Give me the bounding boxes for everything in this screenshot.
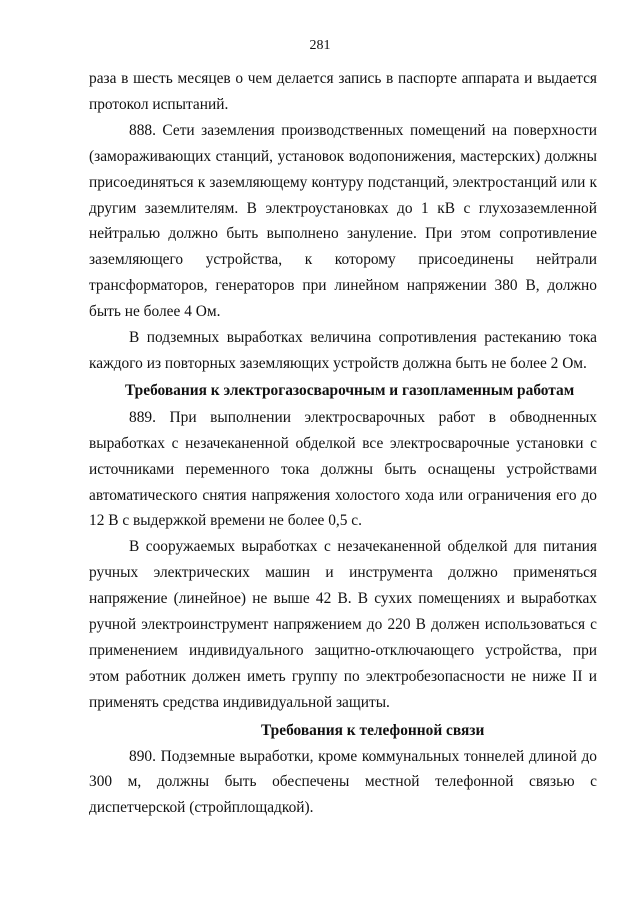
paragraph-890: 890. Подземные выработки, кроме коммунальных тоннелей длиной до 300 м, должны быть обеспечены местной телефонной связью с диспетчерской (стройплощадкой). (89, 747, 597, 817)
document-body (89, 66, 597, 821)
paragraph-continuation-line-1: раза в шесть месяцев о чем делается запись в паспорте аппарата и выдается (89, 70, 597, 87)
paragraph-continuation-line-2: протокол испытаний. (89, 95, 229, 113)
paragraph-889-voltage: В сооружаемых выработках с незачеканенной обделкой для питания ручных электрических машин и инструмента должно применяться напряжение (линейное) не выше 42 В. В сухих помещениях и выработках ручной электроинструмент напряжением до 220 В должен использоваться с применением индивидуального защитно-отключающего устройства, при этом работник должен иметь группу по электробезопасности не ниже II и применять средства индивидуальной защиты. (89, 538, 597, 711)
page-number: 281 (309, 38, 331, 53)
paragraph-888-underground: В подземных выработках величина сопротивления растеканию тока каждого из повторных заземляющих устройств должна быть не более 2 Ом. (89, 329, 597, 372)
paragraph-888: 888. Сети заземления производственных помещений на поверхности (замораживающих станций, установок водопонижения, мастерских) должны присоединяться к заземляющему контуру подстанций, электростанций или к другим заземлителям. В электроустановках до 1 кВ с глухозаземленной нейтралью должно быть выполнено зануление. При этом сопротивление заземляющего устройства, к которому присоединены нейтрали трансформаторов, генераторов при линейном напряжении 380 В, должно быть не более 4 Ом. (89, 121, 597, 321)
heading-welding-requirements: Требования к электрогазосварочным и газопламенным работам (125, 381, 575, 399)
heading-telephone-requirements: Требования к телефонной связи (261, 721, 485, 739)
paragraph-889: 889. При выполнении электросварочных работ в обводненных выработках с незачеканенной обделкой все электросварочные установки с источниками переменного тока должны быть оснащены устройствами автоматического снятия напряжения холостого хода или ограничения его до 12 В с выдержкой времени не более 0,5 с. (89, 408, 597, 530)
